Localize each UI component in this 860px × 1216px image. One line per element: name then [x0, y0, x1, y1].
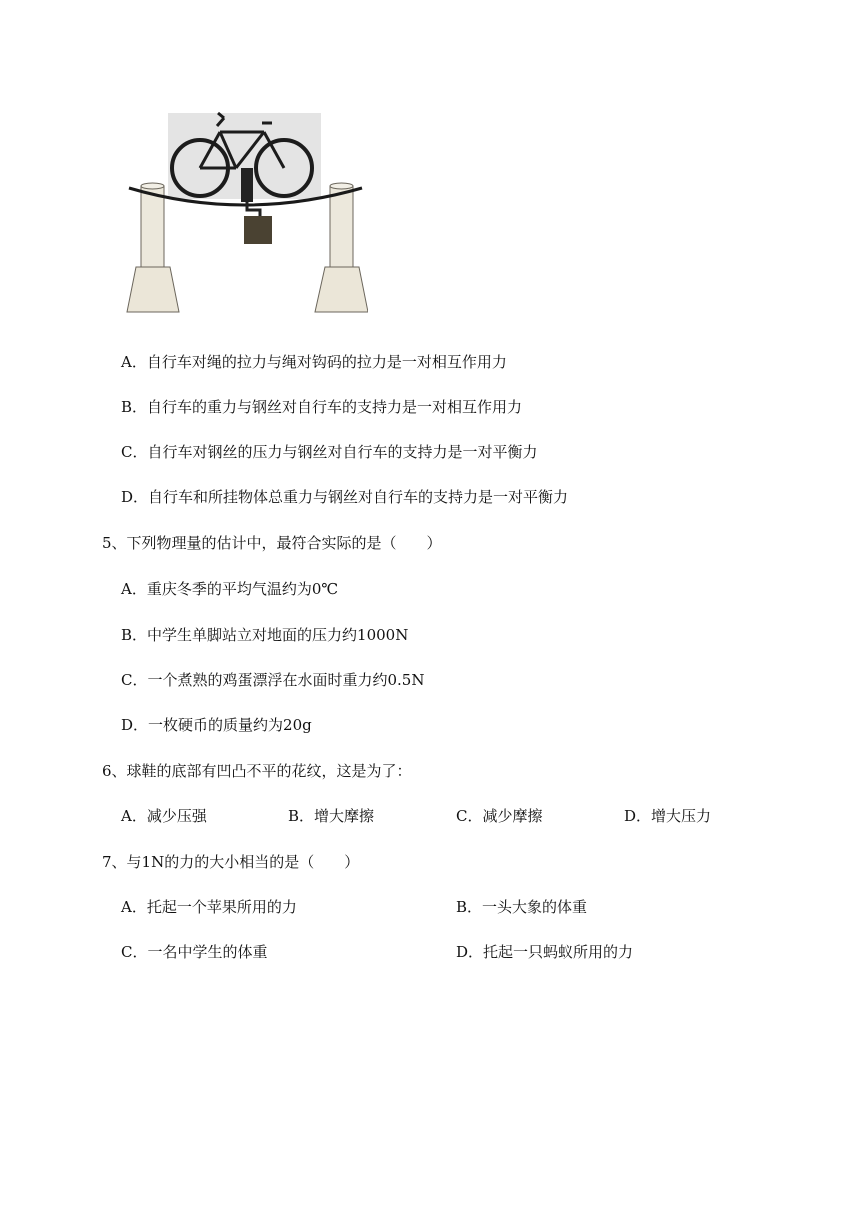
q6-option-a: A．减少压强 [121, 807, 207, 825]
bicycle-wire-figure [124, 110, 368, 322]
q6-option-b: B．增大摩擦 [288, 807, 375, 825]
q5-option-b: B．中学生单脚站立对地面的压力约1000N [121, 626, 409, 644]
q7-option-c: C．一名中学生的体重 [121, 943, 268, 961]
q4-option-b: B．自行车的重力与钢丝对自行车的支持力是一对相互作用力 [121, 398, 523, 416]
q6-stem: 6、球鞋的底部有凹凸不平的花纹，这是为了： [102, 762, 412, 780]
q5-option-a: A．重庆冬季的平均气温约为0℃ [121, 580, 339, 598]
left-base [127, 267, 179, 312]
q4-option-a: A．自行车对绳的拉力与绳对钩码的拉力是一对相互作用力 [121, 353, 507, 371]
q5-option-c: C．一个煮熟的鸡蛋漂浮在水面时重力约0.5N [121, 671, 425, 689]
hook-weight [244, 216, 272, 244]
bike-stand [241, 168, 253, 202]
q6-option-d: D．增大压力 [624, 807, 712, 825]
q7-stem: 7、与1N的力的大小相当的是（ ） [102, 853, 360, 871]
q7-option-b: B．一头大象的体重 [456, 898, 588, 916]
right-pillar [330, 186, 353, 268]
q5-stem: 5、下列物理量的估计中，最符合实际的是（ ） [102, 534, 442, 552]
left-pillar [141, 186, 164, 268]
q7-option-d: D．托起一只蚂蚁所用的力 [456, 943, 634, 961]
q7-option-a: A．托起一个苹果所用的力 [121, 898, 297, 916]
q5-option-d: D．一枚硬币的质量约为20g [121, 716, 312, 734]
right-base [315, 267, 368, 312]
q6-option-c: C．减少摩擦 [456, 807, 543, 825]
q4-option-c: C．自行车对钢丝的压力与钢丝对自行车的支持力是一对平衡力 [121, 443, 538, 461]
q4-option-d: D．自行车和所挂物体总重力与钢丝对自行车的支持力是一对平衡力 [121, 488, 569, 506]
